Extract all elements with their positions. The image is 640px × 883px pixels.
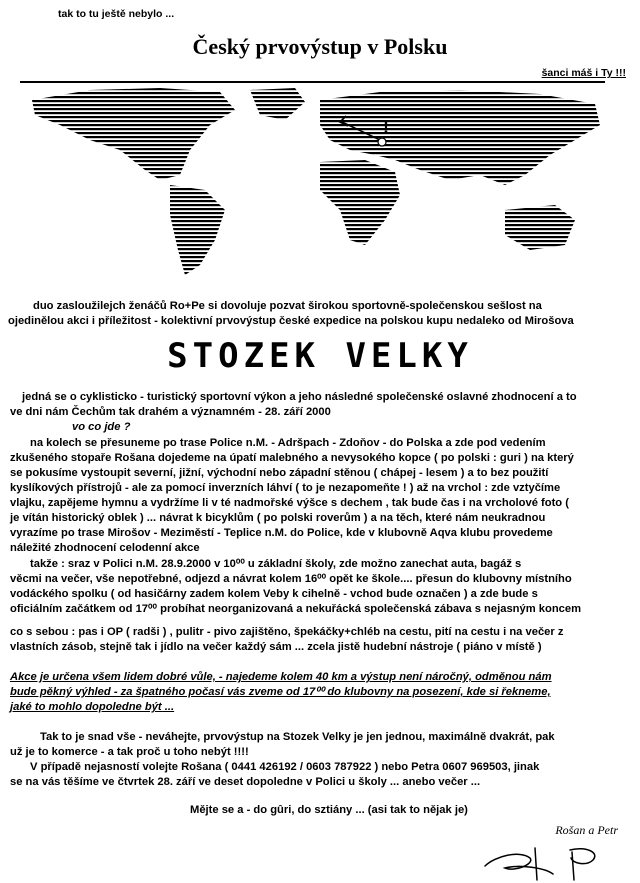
bring-line: co s sebou : pas i OP ( radši ) , pulitr - pivo zajištěno, špekáčky+chléb na cestu, pití na cestu i na večer z — [10, 626, 564, 638]
closing-line: Tak to je snad vše - neváhejte, prvovýstup na Stozek Velky je jen jednou, maximálně dvakrát, pak — [40, 731, 555, 743]
signature-text: Rošan a Petr — [555, 823, 618, 837]
body-line: je vítán historický oblek ) ... návrat k bicyklům ( po polski roverům ) a na těch, které nám neukradnou — [10, 512, 546, 524]
intro-line: duo zasloužilejch ženáčů Ro+Pe si dovoluje pozvat širokou sportovně-společenskou sešlost na — [33, 300, 542, 312]
page-title: Český prvovýstup v Polsku — [192, 34, 448, 59]
notice-line: jaké to mohlo dopoledne být ... — [10, 701, 175, 713]
closing-line: se na vás těšíme ve čtvrtek 28. září ve deset dopoledne v Polici u školy ... anebo večer ... — [10, 776, 481, 788]
farewell-line: Mějte se a - do gûri, do sztiány ... (asi tak to nějak je) — [190, 804, 468, 816]
meeting-line: oficiálním začátkem od 17⁰⁰ probíhat neorganizovaná a nekuřácká společenská zábava s nejasným koncem — [10, 603, 582, 615]
bring-line: vlastních zásob, stejně tak i jídlo na večer každý sám ... zcela jistě hudební nástroje ( piáno v místě ) — [10, 641, 542, 653]
body-line: na kolech se přesuneme po trase Police n.M. - Adršpach - Zdoňov - do Polska a zde pod vedením — [30, 437, 546, 449]
description-line: jedná se o cyklisticko - turistický sportovní výkon a jeho následné společenské oslavné zhodnocení a to — [22, 391, 577, 403]
notice-line: bude pěkný výhled - za špatného počasí vás zveme od 17⁰⁰ do klubovny na posezení, kde si řekneme, — [10, 686, 551, 698]
intro-line: ojedinělou akci i příležitost - kolektivní prvovýstup české expedice na polskou kupu nedaleko od Mirošova — [8, 315, 574, 327]
world-map-image — [20, 80, 605, 280]
body-line: vyrazíme po trase Mirošov - Meziměstí - Teplice n.M. do Police, kde v klubovně Aqva klubu provedeme — [10, 527, 553, 539]
description-line: ve dni nám Čechům tak drahém a významném - 28. září 2000 — [10, 406, 331, 418]
body-line: kyslíkových přístrojů - ale za pomocí inverzních láhví ( to je nezapomeňte ! ) až na vrchol : zde vztyčíme — [10, 482, 561, 494]
tagline: šanci máš i Ty !!! — [541, 67, 626, 79]
handwritten-signature — [475, 838, 625, 883]
body-line: vlajku, zapějeme hymnu a vydržíme li v té nadmořské výšce s dechem , tak bude čas i na vrcholové foto ( — [10, 497, 569, 509]
kicker-text: tak to tu ještě nebylo ... — [58, 8, 175, 20]
body-line: zkušeného stopaře Rošana dojedeme na úpatí malebného a nevysokého kopce ( po polski : guri ) na který — [10, 452, 574, 464]
body-line: se pokusíme vystoupit severní, jižní, východní nebo západní stěnou ( chápej - lesem ) a to bez použití — [10, 467, 549, 479]
closing-line: už je to komerce - a tak proč u toho nebýt !!!! — [10, 746, 249, 758]
closing-line: V případě nejasností volejte Rošana ( 0441 426192 / 0603 787922 ) nebo Petra 0607 969503, jinak — [30, 761, 540, 773]
notice-line: Akce je určena všem lidem dobré vůle, - najedeme kolem 40 km a výstup není náročný, odměnou nám — [10, 671, 552, 683]
meeting-line: věcmi na večer, vše nepotřebné, odjezd a návrat kolem 16⁰⁰ opět ke škole.... přesun do klubovny místního — [10, 573, 572, 585]
meeting-line: vodáckého spolku ( od hasičárny zadem kolem Veby k cihelně - vchod bude označen ) a zde bude s — [10, 588, 538, 600]
mountain-title: STOZEK VELKY — [167, 336, 473, 376]
meeting-line: takže : sraz v Polici n.M. 28.9.2000 v 10⁰⁰ u základní školy, zde možno zanechat auta, bagáž s — [30, 558, 522, 570]
question-heading: vo co jde ? — [72, 421, 131, 433]
marker-text: ! — [383, 117, 389, 137]
body-line: náležité zhodnocení celodenní akce — [10, 542, 200, 554]
